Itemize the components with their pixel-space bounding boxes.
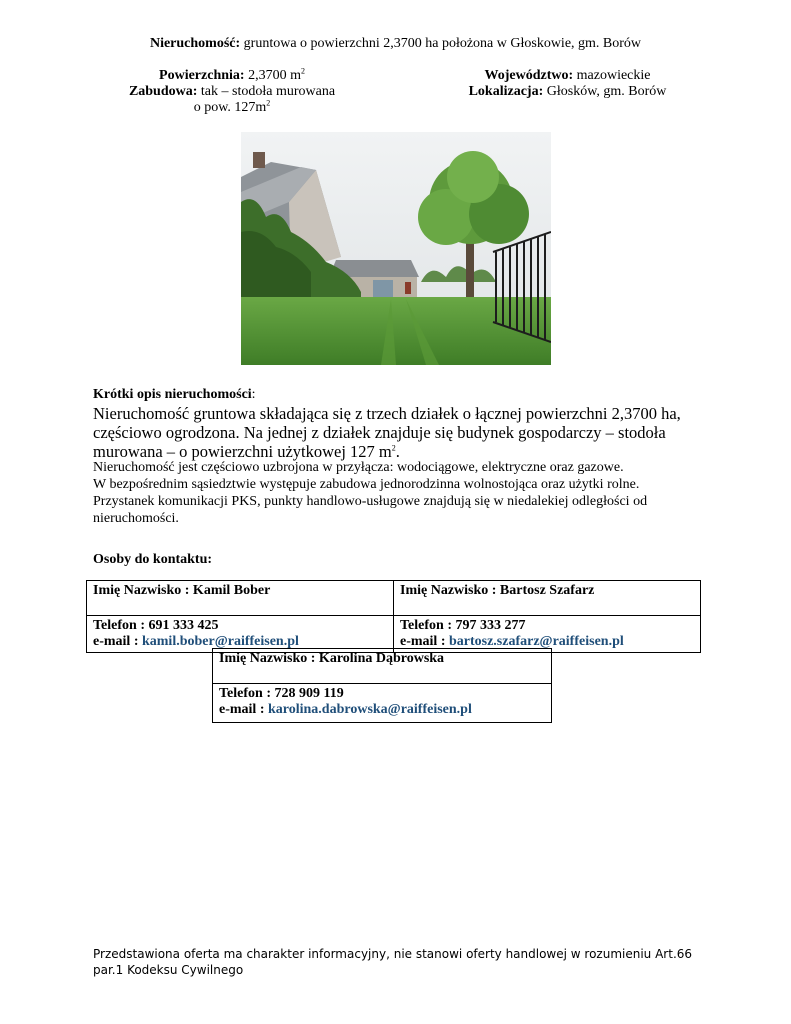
voivodeship-row [440,68,695,84]
building-value: tak – stodoła murowana [200,84,336,99]
contact-name-row [87,581,701,616]
building-row [112,84,352,100]
contact-phone: Telefon : 691 333 425 [93,618,219,633]
email-link[interactable]: kamil.bober@raiffeisen.pl [141,634,299,649]
footer-disclaimer: Przedstawiona oferta ma charakter informacyjny, nie stanowi oferty handlowej w rozumieniu Art.66 par.1 Kodeksu Cywilnego [93,947,693,977]
voivodeship-value: mazowieckie [576,68,651,83]
property-photo [241,132,551,365]
contact-name: Imię Nazwisko : Kamil Bober [93,583,271,598]
property-header [0,36,791,52]
contact-name-cell [213,649,552,684]
voivodeship-label: Województwo: [484,68,574,83]
description-title-suffix: : [251,387,256,402]
description-line: W bezpośrednim sąsiedztwie występuje zabudowa jednorodzinna wolnostojąca oraz użytki rolne. [93,477,640,492]
contact-info-cell [394,616,701,653]
location-row [440,84,695,100]
area-sup: 2 [300,66,305,76]
contact-phone: Telefon : 728 909 119 [219,686,344,701]
property-label: Nieruchomość: [149,36,241,51]
contacts-table-secondary [212,648,552,723]
description-title [93,387,256,403]
description-details [93,459,693,527]
contact-name-cell [394,581,701,616]
email-label: e-mail : [219,702,268,717]
contact-info-row [87,616,701,653]
building-area: o pow. 127m [193,100,267,115]
location-label: Lokalizacja: [468,84,544,99]
details-right [440,68,695,100]
contacts-title: Osoby do kontaktu: [93,552,213,567]
email-label: e-mail : [400,634,449,649]
email-link[interactable]: bartosz.szafarz@raiffeisen.pl [448,634,624,649]
area-value: 2,3700 m [248,68,301,83]
property-text: gruntowa o powierzchni 2,3700 ha położona w Głoskowie, gm. Borów [243,36,642,51]
description-main-sup: 2 [391,443,396,453]
building-label: Zabudowa: [128,84,198,99]
contact-info-cell [87,616,394,653]
contact-email-row [219,702,545,718]
area-label: Powierzchnia: [159,68,245,83]
details-left [112,68,352,116]
description-main-end: . [395,442,400,461]
contact-name-row [213,649,552,684]
contact-name: Imię Nazwisko : Bartosz Szafarz [400,583,595,598]
description-main [93,404,693,461]
contact-phone: Telefon : 797 333 277 [400,618,526,633]
contact-info-cell [213,684,552,723]
location-value: Głosków, gm. Borów [546,84,667,99]
email-label: e-mail : [93,634,142,649]
contact-name: Imię Nazwisko : Karolina Dąbrowska [219,651,445,666]
description-title-text: Krótki opis nieruchomości [93,387,252,402]
contacts-table [86,580,701,653]
description-line: Przystanek komunikacji PKS, punkty handlowo-usługowe znajdują się w niedalekiej odległości od nieruchomości. [93,494,648,526]
area-row [112,68,352,84]
description-main-text: Nieruchomość gruntowa składająca się z trzech działek o łącznej powierzchni 2,3700 ha, częściowo ogrodzona. Na jednej z działek znajduje się budynek gospodarczy – stodoła murowana – o powierzchni użytkowej 127 m [93,404,681,461]
building-sup: 2 [266,98,271,108]
contact-name-cell [87,581,394,616]
email-link[interactable]: karolina.dabrowska@raiffeisen.pl [267,702,472,717]
description-line: Nieruchomość jest częściowo uzbrojona w przyłącza: wodociągowe, elektryczne oraz gazowe. [93,460,624,475]
contact-info-row [213,684,552,723]
building-area-row [112,100,352,116]
